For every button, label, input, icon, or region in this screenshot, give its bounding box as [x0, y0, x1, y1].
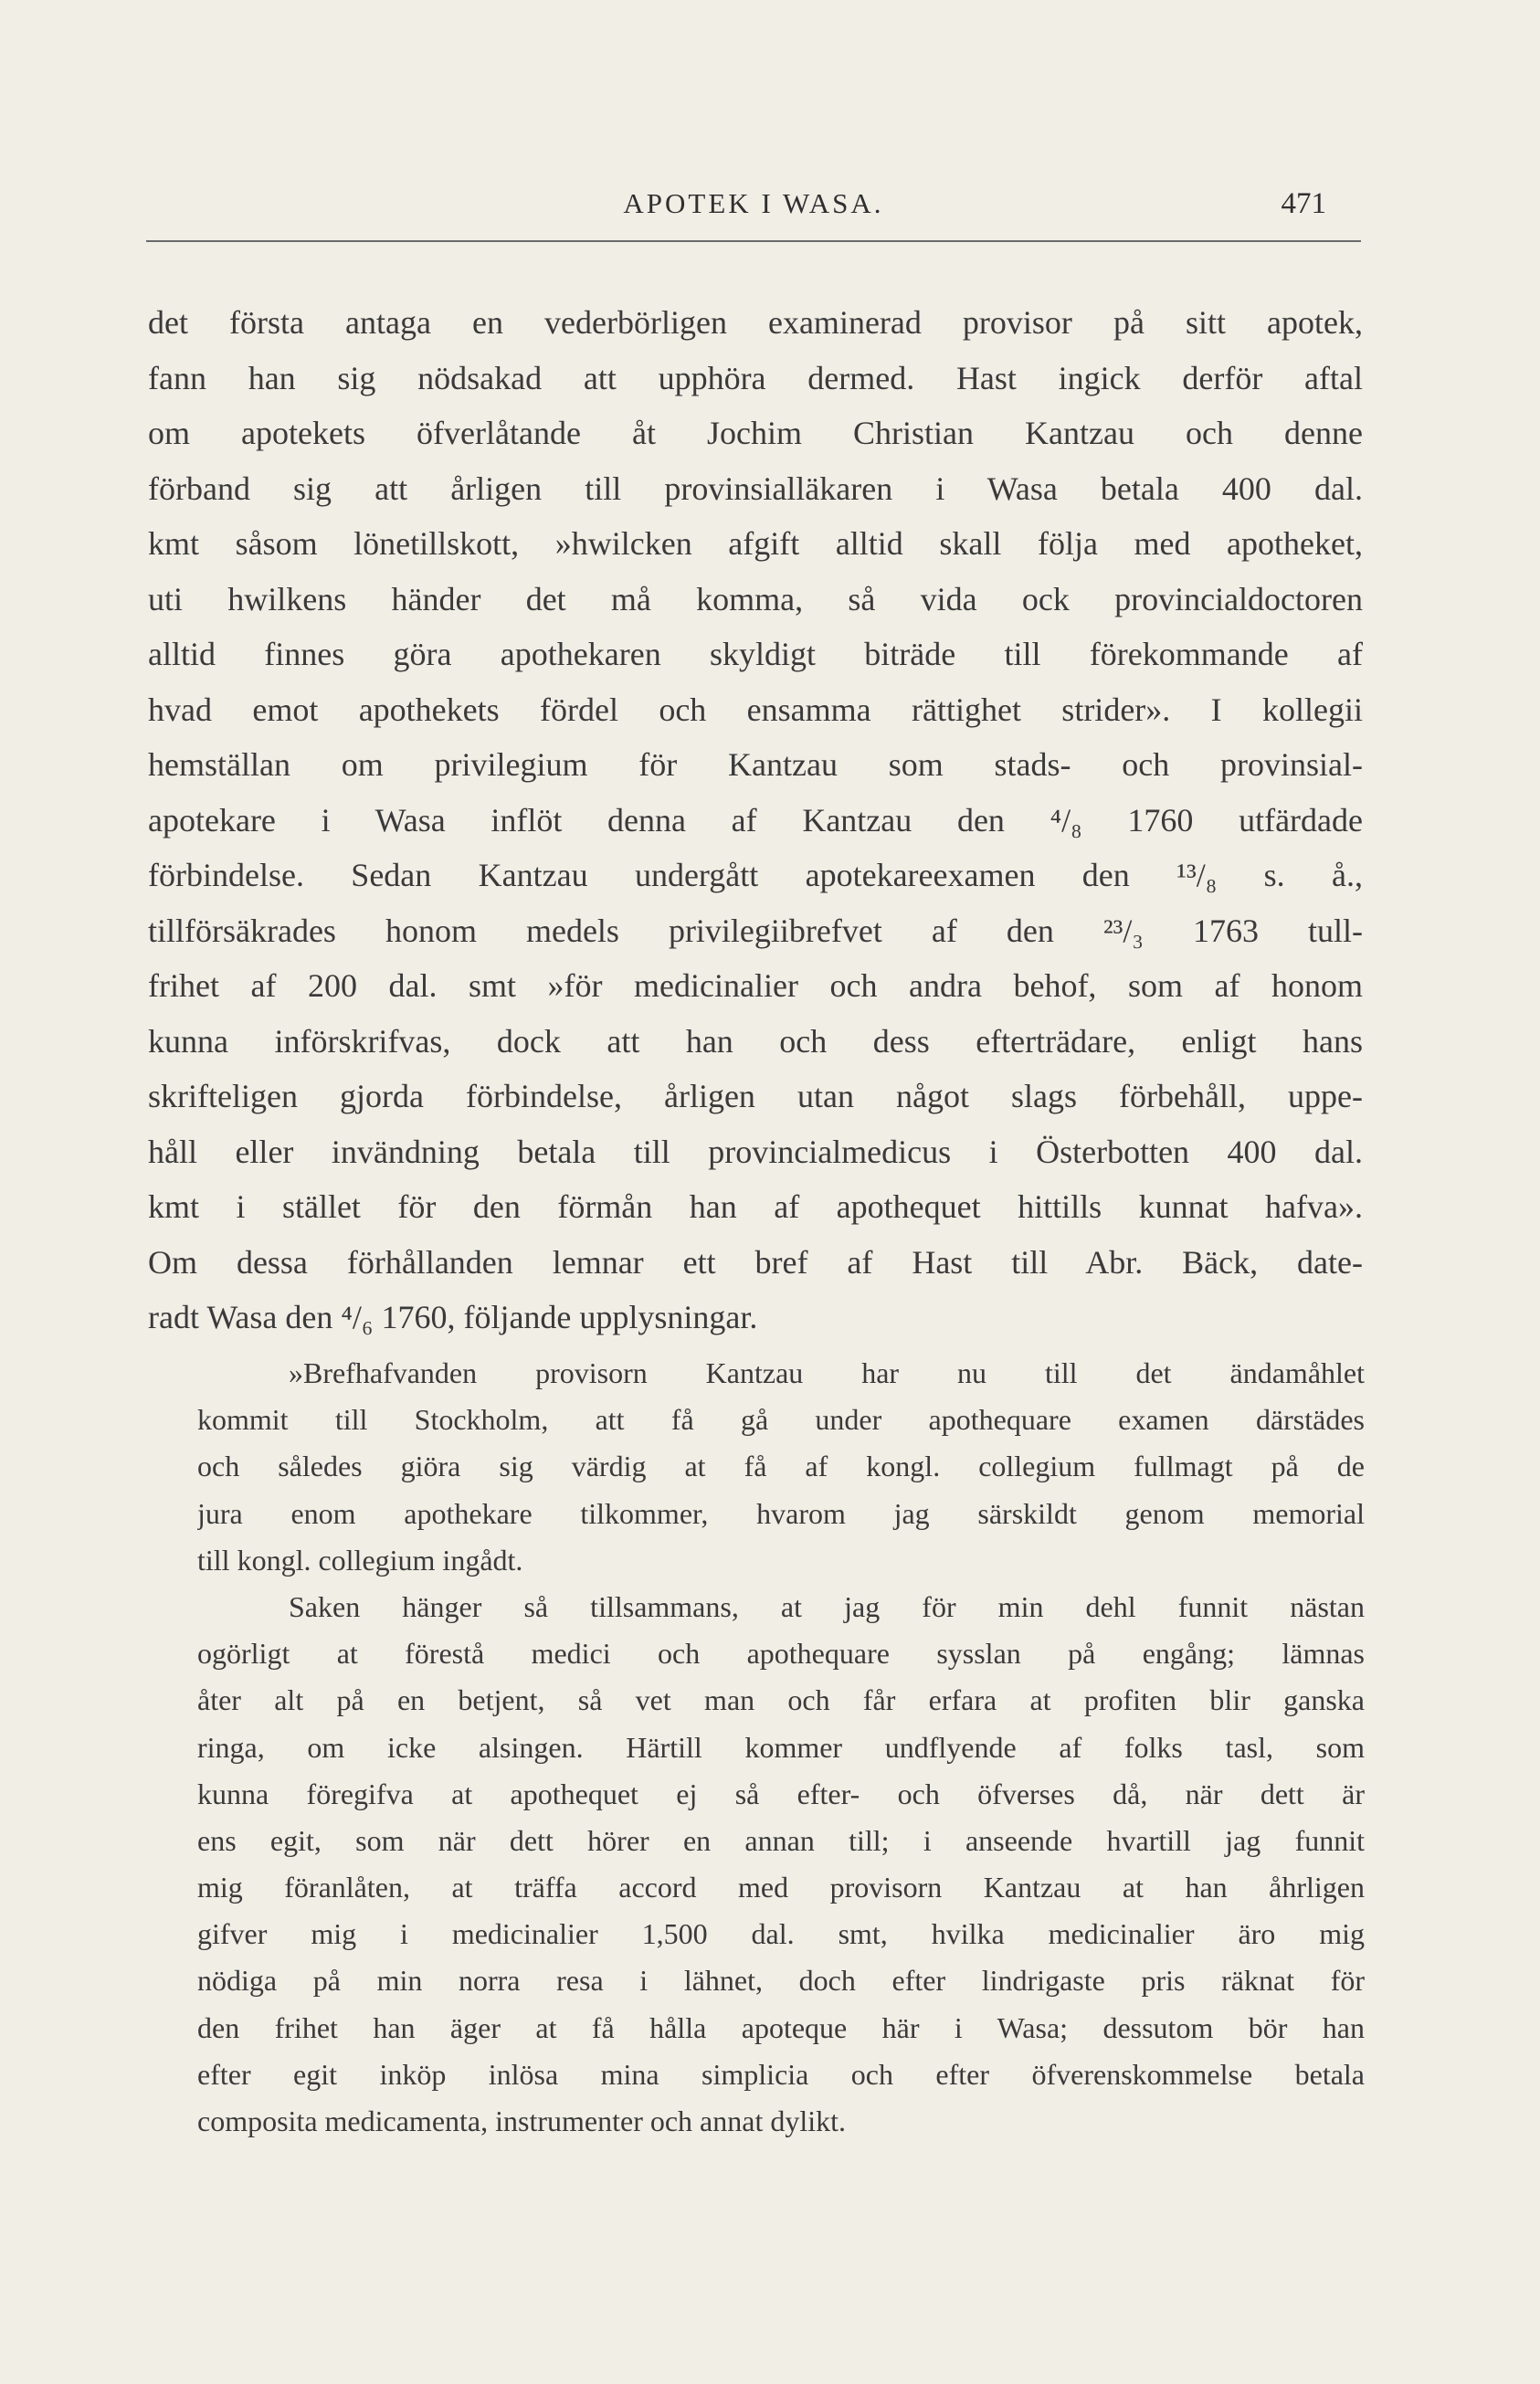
quote-line: ens egit, som när dett hörer en annan till; i anseende hvartill jag funnit: [197, 1823, 1365, 1857]
body-line: förbindelse. Sedan Kantzau undergått apotekareexamen den ¹³/₈ s. å.,: [148, 857, 1363, 893]
body-line: håll eller invändning betala till provincialmedicus i Österbotten 400 dal.: [148, 1133, 1363, 1170]
body-line: det första antaga en vederbörligen examinerad provisor på sitt apotek,: [148, 304, 1363, 341]
body-line: alltid finnes göra apothekaren skyldigt biträde till förekommande af: [148, 636, 1363, 672]
quote-line: Saken hänger så tillsammans, at jag för min dehl funnit nästan: [289, 1589, 1365, 1623]
body-line: kmt såsom lönetillskott, »hwilcken afgift alltid skall följa med apotheket,: [148, 525, 1363, 562]
body-paragraph: [148, 295, 1363, 1345]
body-line: radt Wasa den ⁴/₆ 1760, följande upplysningar.: [148, 1299, 758, 1335]
body-line: frihet af 200 dal. smt »för medicinalier och andra behof, som af honom: [148, 967, 1363, 1004]
body-line: om apotekets öfverlåtande åt Jochim Christian Kantzau och denne: [148, 415, 1363, 451]
quote-line: efter egit inköp inlösa mina simplicia och efter öfverenskommelse betala: [197, 2057, 1365, 2091]
quote-line: kommit till Stockholm, att få gå under apothequare examen därstädes: [197, 1403, 1365, 1437]
body-line: tillförsäkrades honom medels privilegiibrefvet af den ²³/₃ 1763 tull-: [148, 912, 1363, 949]
quote-line: gifver mig i medicinalier 1,500 dal. smt, hvilka medicinalier äro mig: [197, 1917, 1365, 1951]
quote-line: nödiga på min norra resa i lähnet, doch efter lindrigaste pris räknat för: [197, 1964, 1365, 1998]
running-head: [146, 187, 1361, 233]
body-line: kunna införskrifvas, dock att han och dess efterträdare, enligt hans: [148, 1022, 1363, 1060]
quoted-letter: [197, 1350, 1365, 2145]
running-title: APOTEK I WASA.: [623, 187, 884, 219]
quote-line: »Brefhafvanden provisorn Kantzau har nu till det ändamåhlet: [289, 1356, 1365, 1389]
body-line: förband sig att årligen till provinsialläkaren i Wasa betala 400 dal.: [148, 469, 1363, 507]
body-line: fann han sig nödsakad att upphöra dermed. Hast ingick derför aftal: [148, 359, 1363, 396]
body-line: kmt i stället för den förmån han af apothequet hittills kunnat hafva».: [148, 1188, 1363, 1225]
body-line: hvad emot apothekets fördel och ensamma rättighet strider». I kollegii: [148, 691, 1363, 728]
quote-line: kunna föregifva at apothequet ej så efter- och öfverses då, när dett är: [197, 1777, 1365, 1810]
quote-line: och således giöra sig värdig at få af kongl. collegium fullmagt på de: [197, 1450, 1365, 1483]
body-line: apotekare i Wasa inflöt denna af Kantzau den ⁴/₈ 1760 utfärdade: [148, 801, 1363, 839]
body-line: skrifteligen gjorda förbindelse, årligen utan något slags förbehåll, uppe-: [148, 1078, 1363, 1114]
body-line: uti hwilkens händer det må komma, så vida ock provincialdoctoren: [148, 580, 1363, 617]
quote-line: den frihet han äger at få hålla apoteque här i Wasa; dessutom bör han: [197, 2010, 1365, 2044]
quote-line: åter alt på en betjent, så vet man och får erfara at profiten blir ganska: [197, 1683, 1365, 1717]
body-line: hemställan om privilegium för Kantzau som stads- och provinsial-: [148, 746, 1363, 783]
quote-line: composita medicamenta, instrumenter och annat dylikt.: [197, 2104, 847, 2137]
page-number: 471: [1281, 187, 1326, 220]
quote-line: mig föranlåten, at träffa accord med provisorn Kantzau at han åhrligen: [197, 1871, 1365, 1904]
quote-line: till kongl. collegium ingådt.: [197, 1543, 523, 1577]
quote-line: jura enom apothekare tilkommer, hvarom jag särskildt genom memorial: [197, 1496, 1365, 1530]
quote-line: ogörligt at förestå medici och apothequare sysslan på engång; lämnas: [197, 1637, 1365, 1671]
quote-line: ringa, om icke alsingen. Härtill kommer undflyende af folks tasl, som: [197, 1730, 1365, 1764]
header-rule: [146, 240, 1361, 242]
body-line: Om dessa förhållanden lemnar ett bref af Hast till Abr. Bäck, date-: [148, 1243, 1363, 1281]
